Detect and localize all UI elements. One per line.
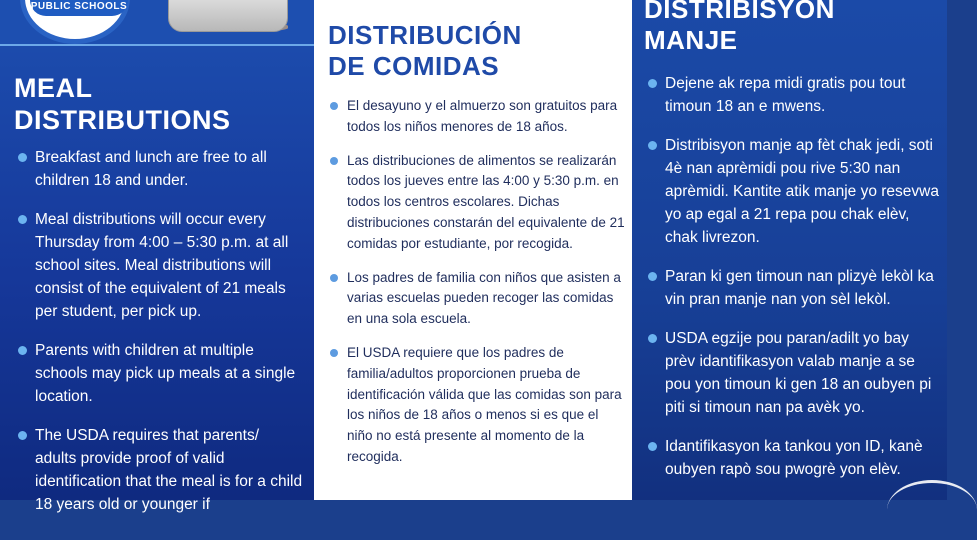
english-title bbox=[14, 72, 304, 137]
bullet-icon bbox=[18, 215, 27, 224]
list-item: El USDA requiere que los padres de familia/adultos proporcionen prueba de identificación válida que las comidas son para los niños de 18 años o menos si es que el niño no está presente al momento de la recogida. bbox=[330, 343, 626, 468]
list-item: Los padres de familia con niños que asisten a varias escuelas pueden recoger las comidas en una sola escuela. bbox=[330, 268, 626, 330]
bullet-icon bbox=[648, 442, 657, 451]
bullet-icon bbox=[648, 141, 657, 150]
list-item: Dejene ak repa midi gratis pou tout timoun 18 an e mwens. bbox=[648, 72, 940, 118]
list-item: Paran ki gen timoun nan plizyè lekòl ka vin pran manje nan yon sèl lekòl. bbox=[648, 265, 940, 311]
bullet-icon bbox=[648, 79, 657, 88]
list-item: Idantifikasyon ka tankou yon ID, kanè oubyen rapò sou pwogrè yon elèv. bbox=[648, 435, 940, 481]
creole-title-line2: MANJE bbox=[644, 25, 738, 56]
meal-tray-image bbox=[168, 0, 288, 32]
list-item: USDA egzije pou paran/adilt yo bay prèv idantifikasyon valab manje a se pou yon timoun ki gen 18 an oubyen pi piti si timoun nan pa avèk yo. bbox=[648, 327, 940, 419]
bullet-icon bbox=[330, 349, 338, 357]
creole-column bbox=[632, 0, 947, 500]
bullet-icon bbox=[330, 274, 338, 282]
creole-title bbox=[644, 0, 934, 56]
list-item: Las distribuciones de alimentos se realizarán todos los jueves entre las 4:00 y 5:30 p.m. en todos los centros escolares. Dichas distribuciones constarán del equivalente de 21 comidas por estudiante, por recogida. bbox=[330, 151, 626, 255]
english-list bbox=[18, 146, 304, 532]
list-item: Meal distributions will occur every Thursday from 4:00 – 5:30 p.m. at all school sites. Meal distributions will consist of the equivalent of 21 meals per student, per pick up. bbox=[18, 208, 304, 323]
list-item: Distribisyon manje ap fèt chak jedi, soti 4è nan aprèmidi pou rive 5:30 nan aprèmidi. Kantite atik manje yo resevwa yo ap egal a 21 repa pou chak elèv, chak livrezon. bbox=[648, 134, 940, 249]
creole-list bbox=[648, 72, 940, 497]
english-column bbox=[0, 0, 314, 513]
list-item: El desayuno y el almuerzo son gratuitos para todos los niños menores de 18 años. bbox=[330, 96, 626, 138]
spanish-list bbox=[330, 96, 626, 481]
spanish-title-line1: DISTRIBUCIÓN bbox=[328, 20, 522, 50]
list-item: Parents with children at multiple schools may pick up meals at a single location. bbox=[18, 339, 304, 408]
bullet-icon bbox=[18, 431, 27, 440]
bullet-icon bbox=[330, 157, 338, 165]
list-item: The USDA requires that parents/ adults provide proof of valid identification that the meal is for a child 18 years old or younger if bbox=[18, 424, 304, 516]
logo-ribbon: PUBLIC SCHOOLS bbox=[30, 0, 128, 16]
english-title-line2: DISTRIBUTIONS bbox=[14, 105, 231, 136]
list-item: Breakfast and lunch are free to all children 18 and under. bbox=[18, 146, 304, 192]
bullet-icon bbox=[648, 334, 657, 343]
english-title-line1: MEAL bbox=[14, 73, 93, 103]
bullet-icon bbox=[18, 346, 27, 355]
spanish-column bbox=[314, 0, 632, 500]
bullet-icon bbox=[648, 272, 657, 281]
header-band bbox=[0, 0, 314, 46]
bullet-icon bbox=[330, 102, 338, 110]
spanish-title-line2: DE COMIDAS bbox=[328, 51, 500, 82]
bullet-icon bbox=[18, 153, 27, 162]
spanish-title bbox=[328, 20, 618, 82]
corner-decoration bbox=[887, 480, 977, 540]
creole-title-line1: DISTRIBISYON bbox=[644, 0, 835, 24]
